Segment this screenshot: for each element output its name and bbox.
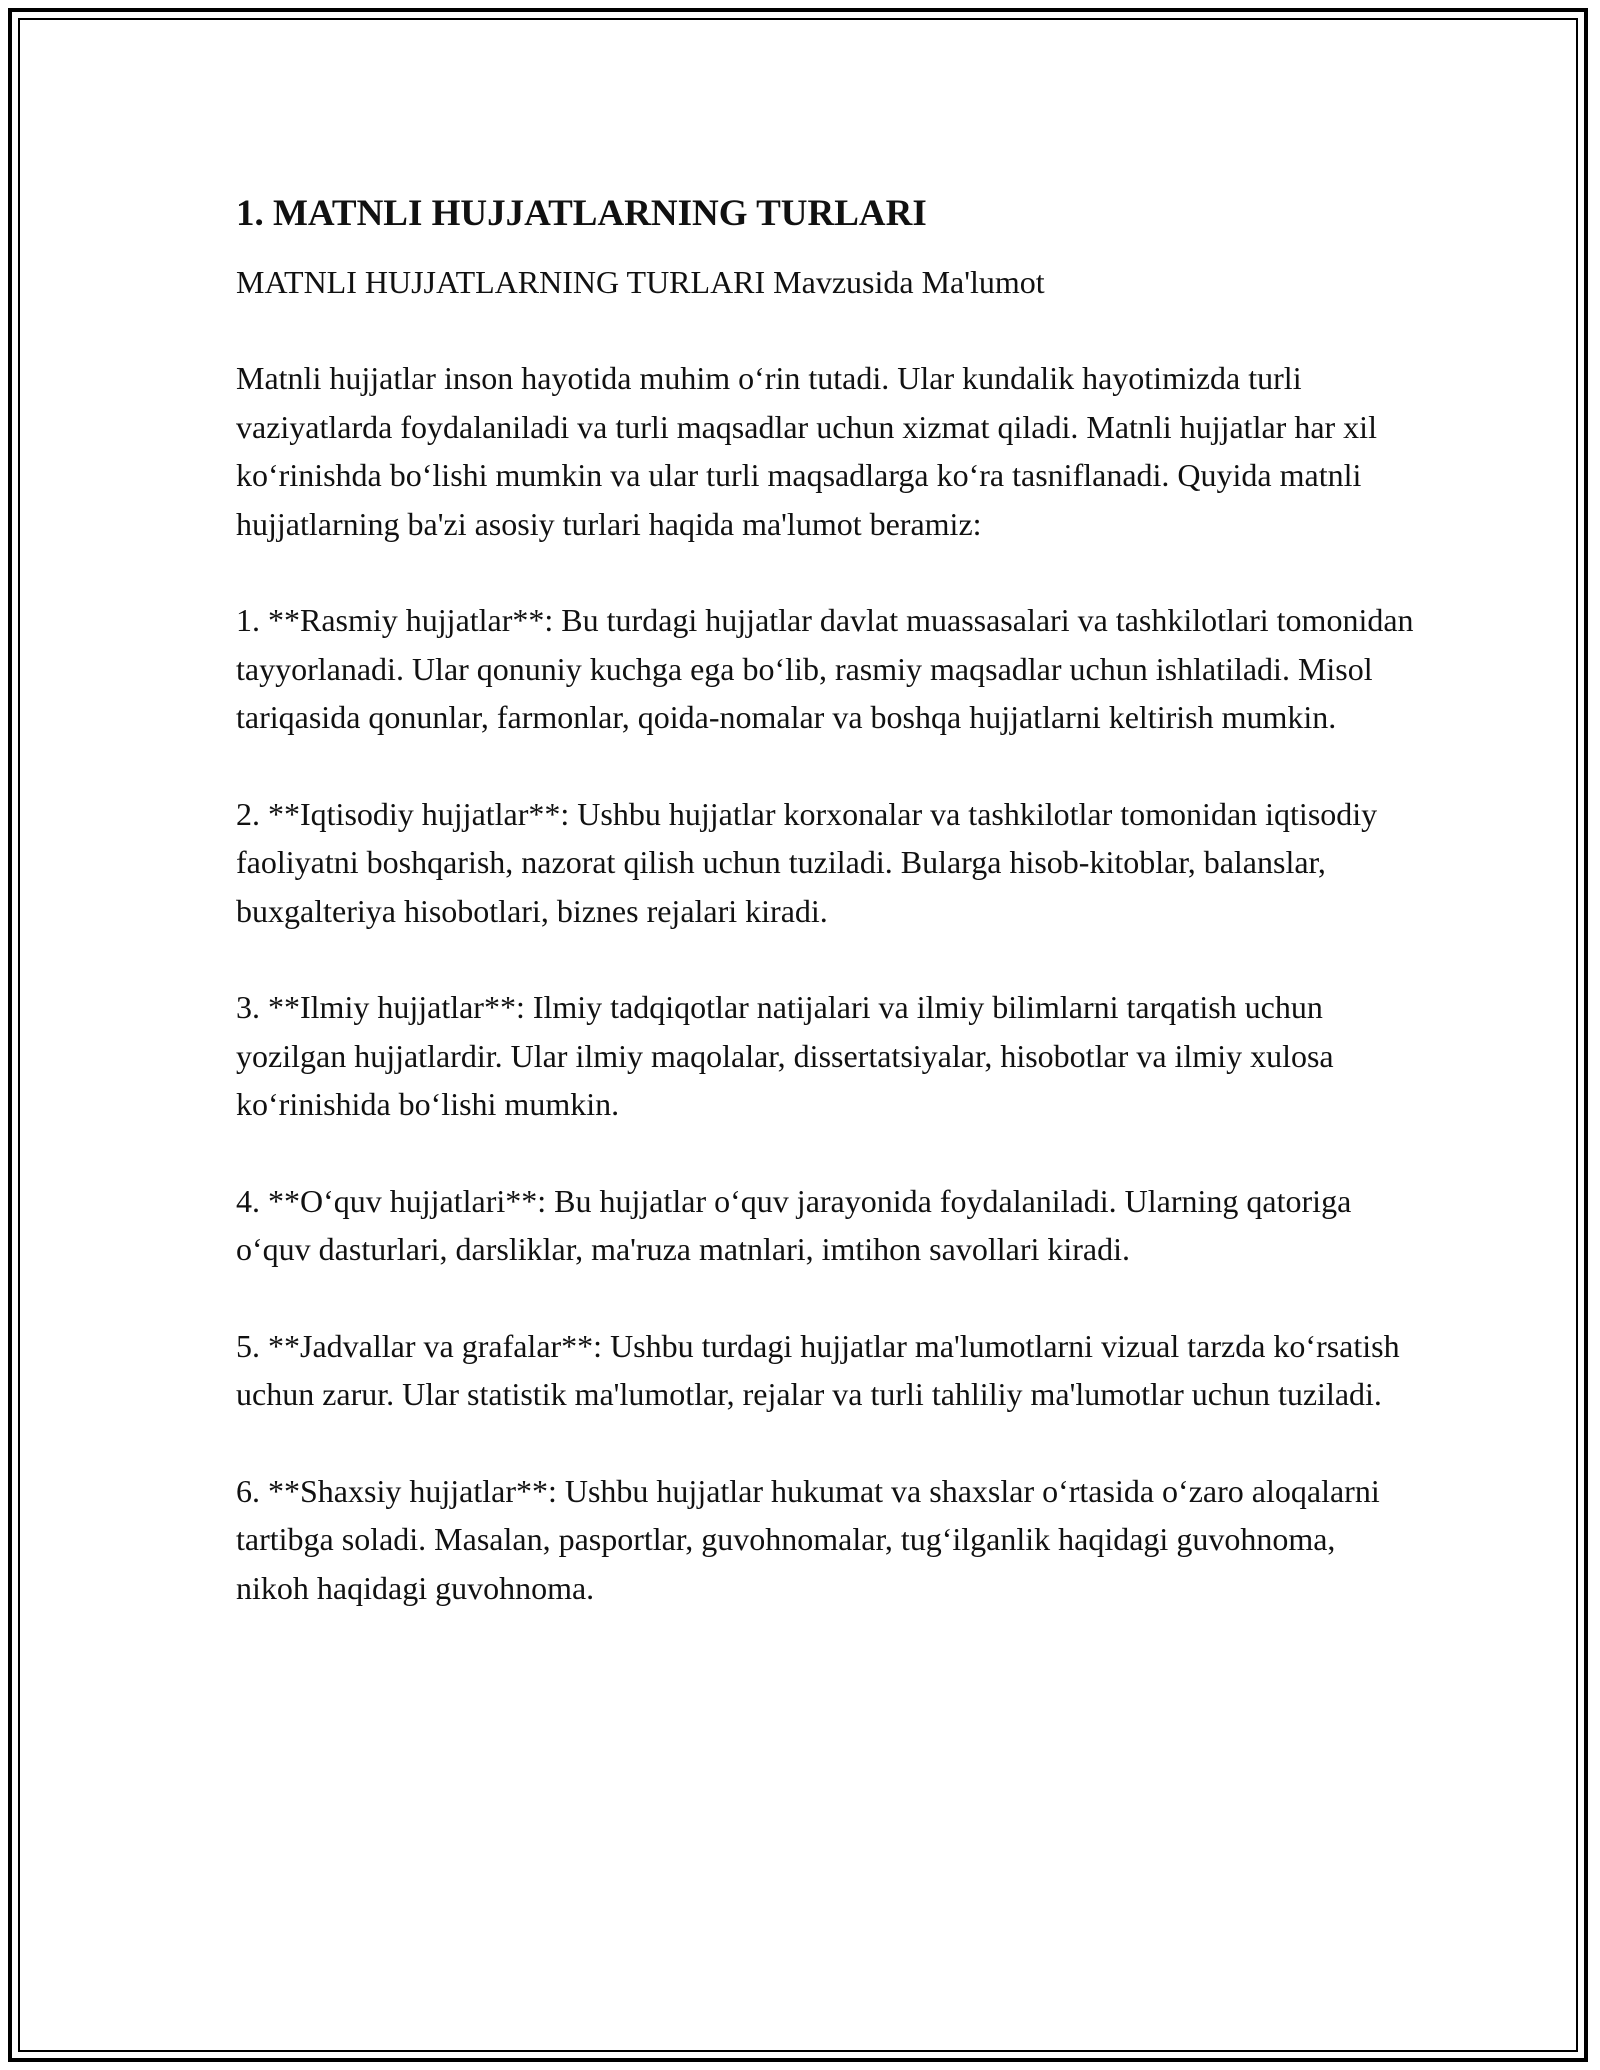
paragraph-item-2: 2. **Iqtisodiy hujjatlar**: Ushbu hujjatlar korxonalar va tashkilotlar tomonidan iqtisodiy faoliyatni boshqarish, nazorat qilish uchun tuziladi. Bularga hisob-kitoblar, balanslar, buxgalteriya hisobotlari, biznes rejalari kiradi. — [236, 795, 1378, 929]
paragraph-item-4: 4. **O‘quv hujjatlari**: Bu hujjatlar o‘quv jarayonida foydalaniladi. Ularning qatoriga o‘quv dasturlari, darsliklar, ma'ruza matnlari, imtihon savollari kiradi. — [236, 1182, 1352, 1267]
paragraph-item-1: 1. **Rasmiy hujjatlar**: Bu turdagi hujjatlar davlat muassasalari va tashkilotlari tomonidan tayyorlanadi. Ular qonuniy kuchga ega bo‘lib, rasmiy maqsadlar uchun ishlatiladi. Misol tariqasida qonunlar, farmonlar, qoida-nomalar va boshqa hujjatlarni keltirish mumkin. — [236, 602, 1414, 735]
document-body — [236, 186, 1416, 1612]
paragraph-item-5: 5. **Jadvallar va grafalar**: Ushbu turdagi hujjatlar ma'lumotlarni vizual tarzda ko‘rsatish uchun zarur. Ular statistik ma'lumotlar, rejalar va turli tahliliy ma'lumotlar uchun tuziladi. — [236, 1327, 1400, 1412]
document-title: 1. MATNLI HUJJATLARNING TURLARI — [236, 193, 927, 234]
paragraph-item-3: 3. **Ilmiy hujjatlar**: Ilmiy tadqiqotlar natijalari va ilmiy bilimlarni tarqatish uchun yozilgan hujjatlardir. Ular ilmiy maqolalar, dissertatsiyalar, hisobotlar va ilmiy xulosa ko‘rinishida bo‘lishi mumkin. — [236, 989, 1334, 1122]
paragraph-intro: Matnli hujjatlar inson hayotida muhim o‘rin tutadi. Ular kundalik hayotimizda turli vaziyatlarda foydalaniladi va turli maqsadlar uchun xizmat qiladi. Matnli hujjatlar har xil ko‘rinishda bo‘lishi mumkin va ular turli maqsadlarga ko‘ra tasniflanadi. Quyida matnli hujjatlarning ba'zi asosiy turlari haqida ma'lumot beramiz: — [236, 360, 1377, 542]
document-subtitle: MATNLI HUJJATLARNING TURLARI Mavzusida Ma'lumot — [236, 264, 1045, 300]
paragraph-item-6: 6. **Shaxsiy hujjatlar**: Ushbu hujjatlar hukumat va shaxslar o‘rtasida o‘zaro aloqalarni tartibga soladi. Masalan, pasportlar, guvohnomalar, tug‘ilganlik haqidagi guvohnoma, nikoh haqidagi guvohnoma. — [236, 1472, 1380, 1606]
